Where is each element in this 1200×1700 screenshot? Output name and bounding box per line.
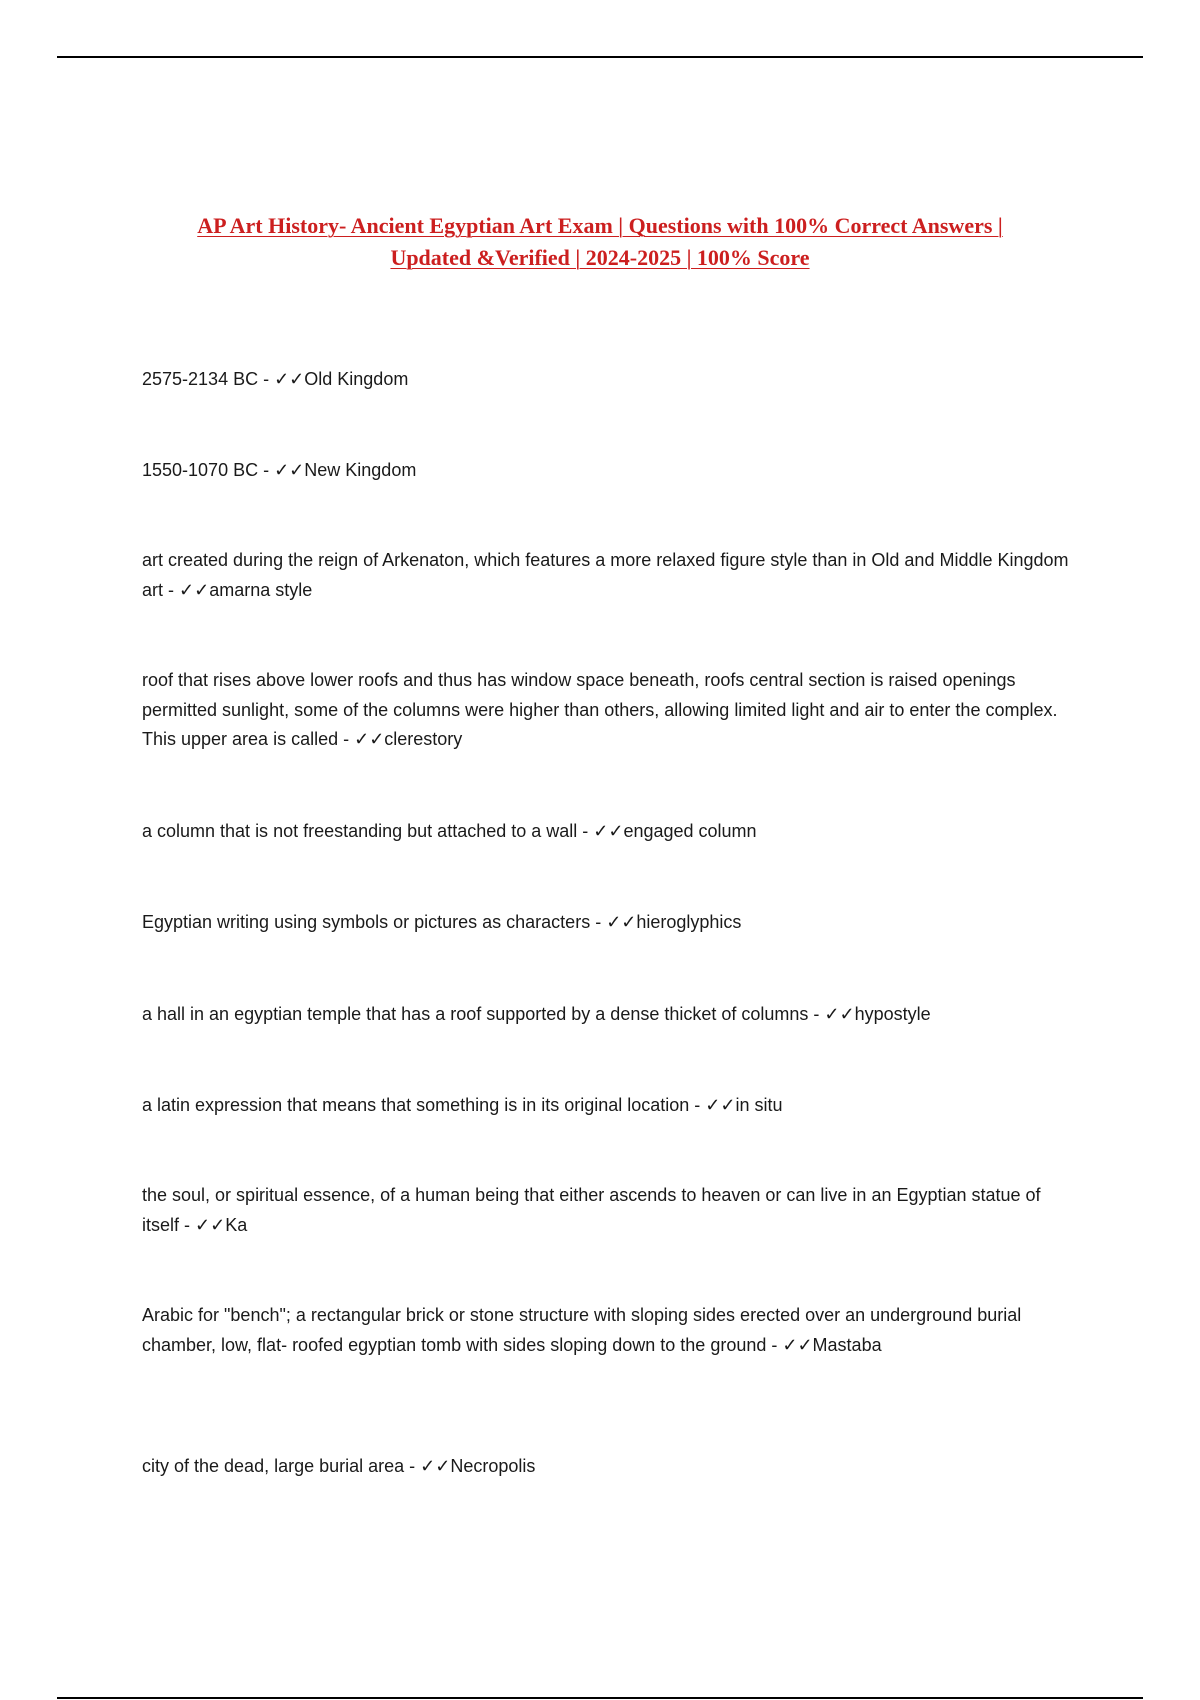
qa-question: 1550-1070 BC xyxy=(142,460,259,480)
qa-answer: hypostyle xyxy=(854,1004,931,1024)
top-rule xyxy=(57,56,1143,58)
qa-item xyxy=(142,1000,1072,1030)
qa-item xyxy=(142,1091,1072,1121)
qa-question: a latin expression that means that something is in its original location xyxy=(142,1095,690,1115)
qa-question: Egyptian writing using symbols or pictures as characters xyxy=(142,912,591,932)
qa-separator: - ✓✓ xyxy=(258,369,305,389)
qa-separator: - ✓✓ xyxy=(808,1004,855,1024)
qa-separator: - ✓✓ xyxy=(404,1456,451,1476)
document-title xyxy=(140,210,1060,274)
qa-item xyxy=(142,546,1072,605)
qa-question: art created during the reign of Arkenaton, which features a more relaxed figure style than in Old and Middle Kingdom art xyxy=(142,550,1069,600)
qa-question: the soul, or spiritual essence, of a human being that either ascends to heaven or can live in an Egyptian statue of itself xyxy=(142,1185,1041,1235)
qa-answer: amarna style xyxy=(209,579,313,600)
qa-question: city of the dead, large burial area xyxy=(142,1456,405,1476)
qa-separator: - ✓✓ xyxy=(338,729,385,749)
qa-answer: clerestory xyxy=(384,729,463,749)
qa-answer: Old Kingdom xyxy=(304,369,409,389)
qa-separator: - ✓✓ xyxy=(258,460,305,480)
qa-answer: Necropolis xyxy=(450,1456,536,1476)
qa-separator: - ✓✓ xyxy=(179,1214,226,1235)
qa-item xyxy=(142,1452,1072,1482)
qa-item xyxy=(142,908,1072,938)
qa-question: Arabic for "bench"; a rectangular brick or stone structure with sloping sides erected over an underground burial chamber, low, flat- roofed egyptian tomb with sides sloping down to the ground xyxy=(142,1305,1022,1355)
qa-item xyxy=(142,1181,1072,1240)
bottom-rule xyxy=(57,1697,1143,1699)
qa-item xyxy=(142,817,1072,847)
qa-answer: Mastaba xyxy=(812,1334,882,1355)
title-line-1: AP Art History- Ancient Egyptian Art Exam | Questions with 100% Correct Answers | xyxy=(197,213,1003,238)
qa-separator: - ✓✓ xyxy=(577,821,624,841)
qa-item xyxy=(142,1301,1072,1360)
qa-item xyxy=(142,365,1072,395)
qa-question: roof that rises above lower roofs and thus has window space beneath, roofs central section is raised openings permitted sunlight, some of the columns were higher than others, allowing limited light and air to enter the complex. This upper area is called xyxy=(142,670,1058,749)
qa-answer: in situ xyxy=(735,1095,783,1115)
qa-question: a column that is not freestanding but attached to a wall xyxy=(142,821,578,841)
qa-separator: - ✓✓ xyxy=(689,1095,736,1115)
qa-separator: - ✓✓ xyxy=(590,912,637,932)
qa-question: a hall in an egyptian temple that has a roof supported by a dense thicket of columns xyxy=(142,1004,809,1024)
qa-separator: - ✓✓ xyxy=(766,1334,813,1355)
qa-question: 2575-2134 BC xyxy=(142,369,259,389)
qa-item xyxy=(142,456,1072,486)
qa-answer: hieroglyphics xyxy=(636,912,742,932)
qa-answer: engaged column xyxy=(623,821,757,841)
qa-separator: - ✓✓ xyxy=(163,579,210,600)
title-line-2: Updated &Verified | 2024-2025 | 100% Score xyxy=(390,245,810,270)
qa-answer: Ka xyxy=(225,1214,248,1235)
qa-item xyxy=(142,666,1072,755)
qa-answer: New Kingdom xyxy=(304,460,417,480)
